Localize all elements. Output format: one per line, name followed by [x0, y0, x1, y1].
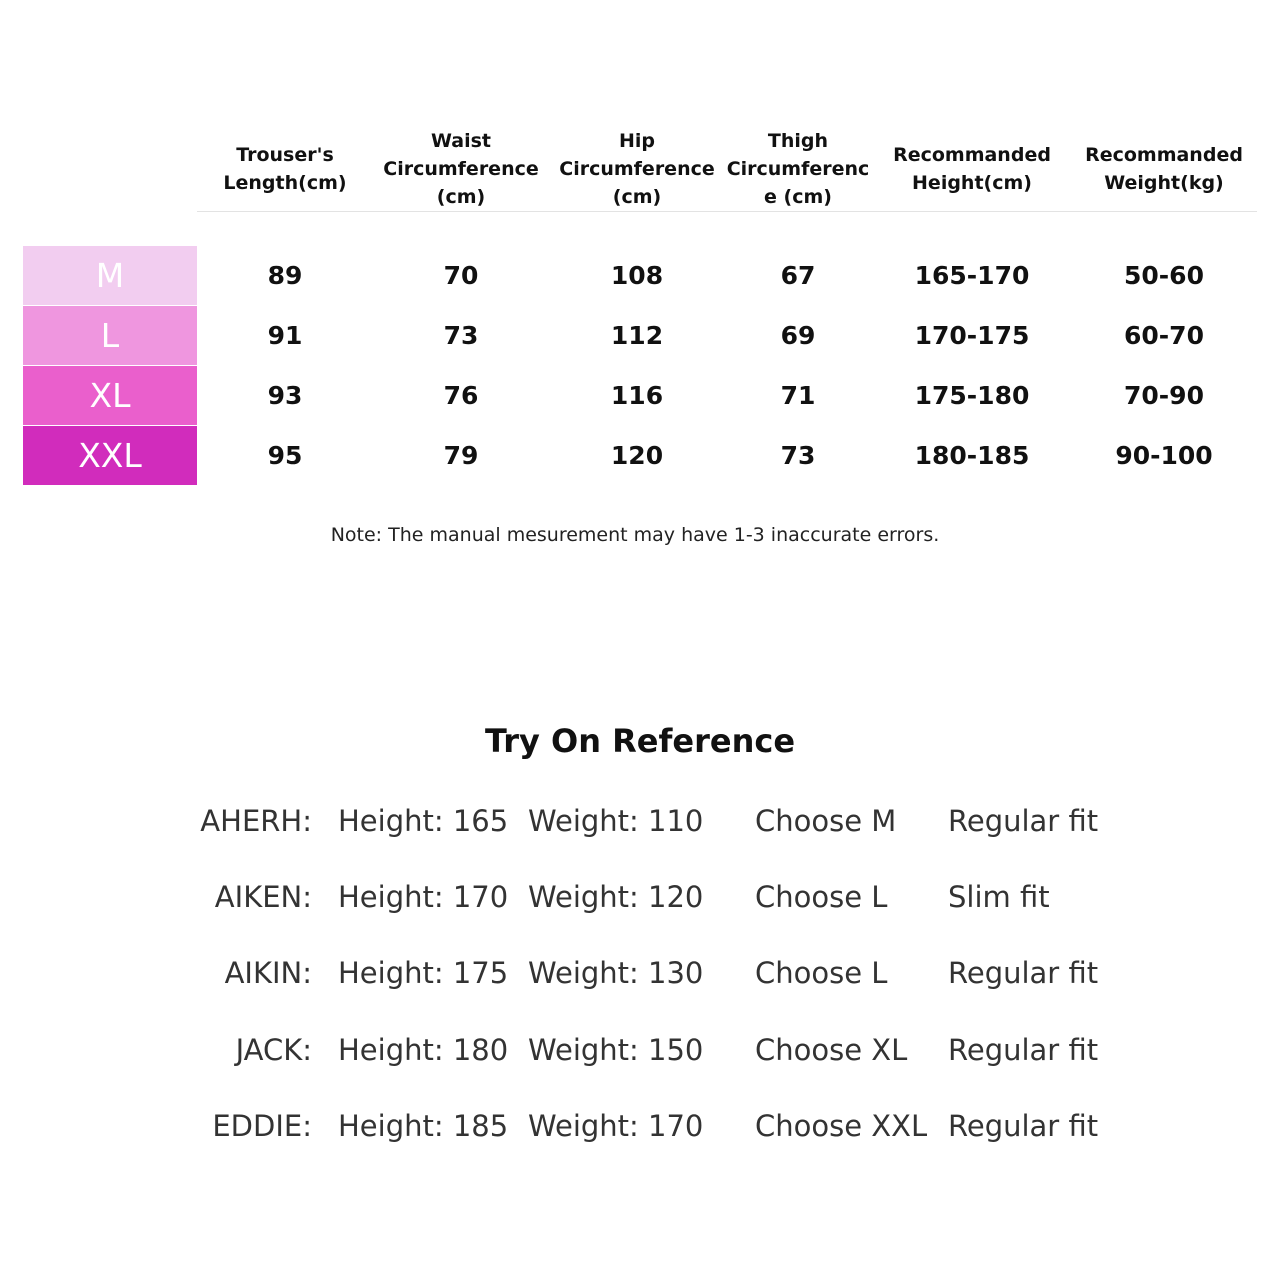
value-rec-weight: 70-90 — [1124, 381, 1204, 410]
header-label: Recommanded Weight(kg) — [1085, 144, 1243, 194]
value-waist: 70 — [443, 261, 479, 290]
model-name: AIKIN: — [224, 956, 312, 990]
value-rec-weight: 50-60 — [1124, 261, 1204, 290]
header-rec-height — [871, 126, 1073, 212]
size-label-l: L — [23, 306, 197, 365]
model-name: EDDIE: — [212, 1109, 312, 1143]
model-height: Height: 175 — [338, 956, 509, 990]
model-choice: Choose XL — [755, 1033, 908, 1067]
model-weight: Weight: 130 — [528, 956, 704, 990]
header-label: Hip Circumference (cm) — [559, 130, 715, 208]
model-fit: Slim fit — [948, 880, 1050, 914]
model-choice: Choose XXL — [755, 1109, 928, 1143]
model-height: Height: 180 — [338, 1033, 509, 1067]
header-label: Recommanded Height(cm) — [893, 144, 1051, 194]
try-on-row — [0, 874, 1280, 920]
model-weight: Weight: 170 — [528, 1109, 704, 1143]
value-thigh: 67 — [780, 261, 816, 290]
model-fit: Regular fit — [948, 804, 1099, 838]
value-thigh: 73 — [780, 441, 816, 470]
value-rec-weight: 90-100 — [1115, 441, 1213, 470]
header-label: Waist Circumference (cm) — [383, 130, 539, 208]
value-trouser-length: 89 — [267, 261, 303, 290]
header-divider — [197, 211, 1257, 212]
try-on-row — [0, 1103, 1280, 1149]
model-weight: Weight: 120 — [528, 880, 704, 914]
header-rec-weight — [1073, 126, 1255, 212]
header-hip — [549, 126, 725, 212]
header-label: Trouser's Length(cm) — [223, 144, 347, 194]
value-trouser-length: 95 — [267, 441, 303, 470]
size-label-xxl: XXL — [23, 426, 197, 485]
model-choice: Choose L — [755, 956, 888, 990]
value-thigh: 69 — [780, 321, 816, 350]
model-fit: Regular fit — [948, 1109, 1099, 1143]
measurement-note: Note: The manual mesurement may have 1-3 inaccurate errors. — [330, 524, 940, 546]
model-height: Height: 165 — [338, 804, 509, 838]
model-choice: Choose M — [755, 804, 897, 838]
model-weight: Weight: 150 — [528, 1033, 704, 1067]
value-waist: 76 — [443, 381, 479, 410]
value-hip: 112 — [610, 321, 664, 350]
value-hip: 116 — [610, 381, 664, 410]
size-label-m: M — [23, 246, 197, 305]
value-waist: 73 — [443, 321, 479, 350]
value-hip: 108 — [610, 261, 664, 290]
try-on-row — [0, 798, 1280, 844]
value-thigh: 71 — [780, 381, 816, 410]
value-rec-height: 170-175 — [914, 321, 1030, 350]
header-label: Thigh Circumferenc e (cm) — [726, 130, 870, 208]
try-on-row — [0, 950, 1280, 996]
model-name: AHERH: — [200, 804, 312, 838]
model-height: Height: 170 — [338, 880, 509, 914]
size-label-xl: XL — [23, 366, 197, 425]
header-trouser-length — [197, 126, 373, 212]
value-waist: 79 — [443, 441, 479, 470]
model-name: JACK: — [235, 1033, 312, 1067]
try-on-row — [0, 1027, 1280, 1073]
model-height: Height: 185 — [338, 1109, 509, 1143]
model-weight: Weight: 110 — [528, 804, 704, 838]
model-name: AIKEN: — [214, 880, 312, 914]
header-thigh — [725, 126, 871, 212]
value-hip: 120 — [610, 441, 664, 470]
value-rec-height: 165-170 — [914, 261, 1030, 290]
header-waist — [373, 126, 549, 212]
value-trouser-length: 93 — [267, 381, 303, 410]
model-choice: Choose L — [755, 880, 888, 914]
value-rec-height: 180-185 — [914, 441, 1030, 470]
try-on-title: Try On Reference — [484, 722, 796, 760]
value-rec-height: 175-180 — [914, 381, 1030, 410]
value-rec-weight: 60-70 — [1124, 321, 1204, 350]
model-fit: Regular fit — [948, 1033, 1099, 1067]
value-trouser-length: 91 — [267, 321, 303, 350]
model-fit: Regular fit — [948, 956, 1099, 990]
